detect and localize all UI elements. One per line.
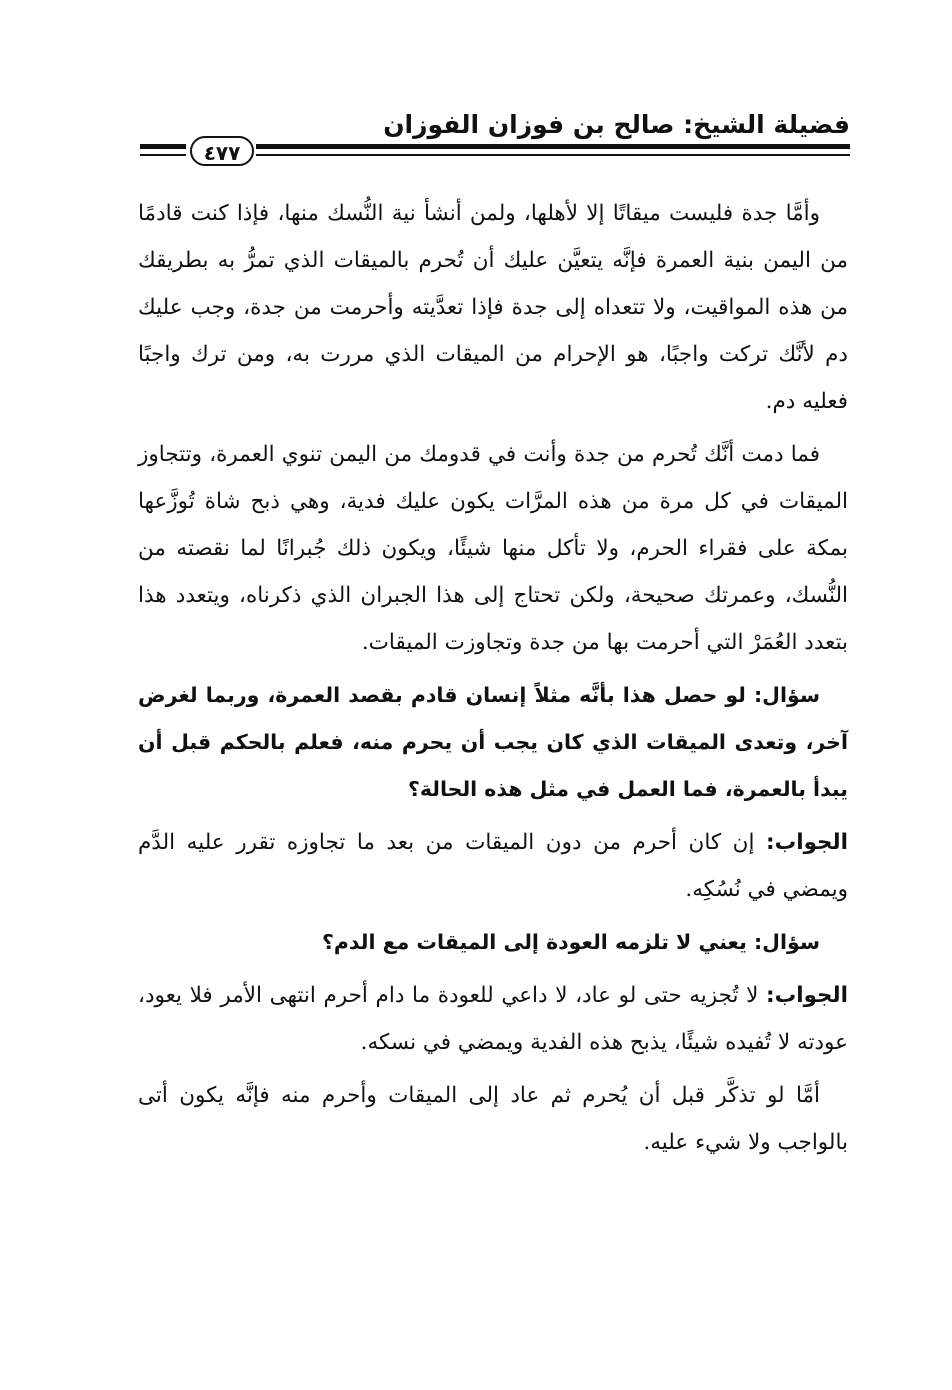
answer-1 xyxy=(138,819,848,913)
answer-2 xyxy=(138,972,848,1066)
header-rule-long xyxy=(256,144,850,156)
running-title: فضيلة الشيخ: صالح بن فوزان الفوزان xyxy=(383,110,850,139)
header-rule-short xyxy=(140,144,186,156)
paragraph-3: أمَّا لو تذكَّر قبل أن يُحرم ثم عاد إلى الميقات وأحرم منه فإنَّه يكون أتى بالواجب ولا شيء عليه. xyxy=(138,1083,848,1155)
question-1: سؤال: لو حصل هذا بأنَّه مثلاً إنسان قادم بقصد العمرة، وربما لغرض آخر، وتعدى الميقات الذي كان يجب أن يحرم منه، فعلم بالحكم قبل أن يبدأ بالعمرة، فما العمل في مثل هذه الحالة؟ xyxy=(138,683,848,801)
answer-label: الجواب: xyxy=(766,983,848,1008)
answer-label: الجواب: xyxy=(766,830,848,855)
paragraph-2: فما دمت أنَّك تُحرم من جدة وأنت في قدومك من اليمن تنوي العمرة، وتتجاوز الميقات في كل مرة من هذه المرَّات يكون عليك فدية، وهي ذبح شاة تُوزَّعها بمكة على فقراء الحرم، ولا تأكل منها شيئًا، ويكون ذلك جُبرانًا لما نقصته من النُّسك، وعمرتك صحيحة، ولكن تحتاج إلى هذا الجبران الذي ذكرناه، ويتعدد هذا بتعدد العُمَرْ التي أحرمت بها من جدة وتجاوزت الميقات. xyxy=(138,442,848,655)
page-number: ٤٧٧ xyxy=(190,136,254,166)
question-2: سؤال: يعني لا تلزمه العودة إلى الميقات مع الدم؟ xyxy=(321,930,820,954)
page-header xyxy=(140,108,850,168)
answer-text: لا تُجزيه حتى لو عاد، لا داعي للعودة ما دام أحرم انتهى الأمر فلا يعود، عودته لا تُفيده شيئًا، يذبح هذه الفدية ويمضي في نسكه. xyxy=(138,983,848,1055)
answer-text: إن كان أحرم من دون الميقات من بعد ما تجاوزه تقرر عليه الدَّم ويمضي في نُسُكِه. xyxy=(138,830,848,902)
body-text xyxy=(138,190,848,1172)
paragraph-1: وأمَّا جدة فليست ميقاتًا إلا لأهلها، ولمن أنشأ نية النُّسك منها، فإذا كنت قادمًا من اليمن بنية العمرة فإنَّه يتعيَّن عليك أن تُحرم بالميقات الذي تمرُّ به بطريقك من هذه المواقيت، ولا تتعداه إلى جدة فإذا تعدَّيته وأحرمت من جدة، وجب عليك دم لأنَّك تركت واجبًا، هو الإحرام من الميقات الذي مررت به، ومن ترك واجبًا فعليه دم. xyxy=(138,201,848,414)
